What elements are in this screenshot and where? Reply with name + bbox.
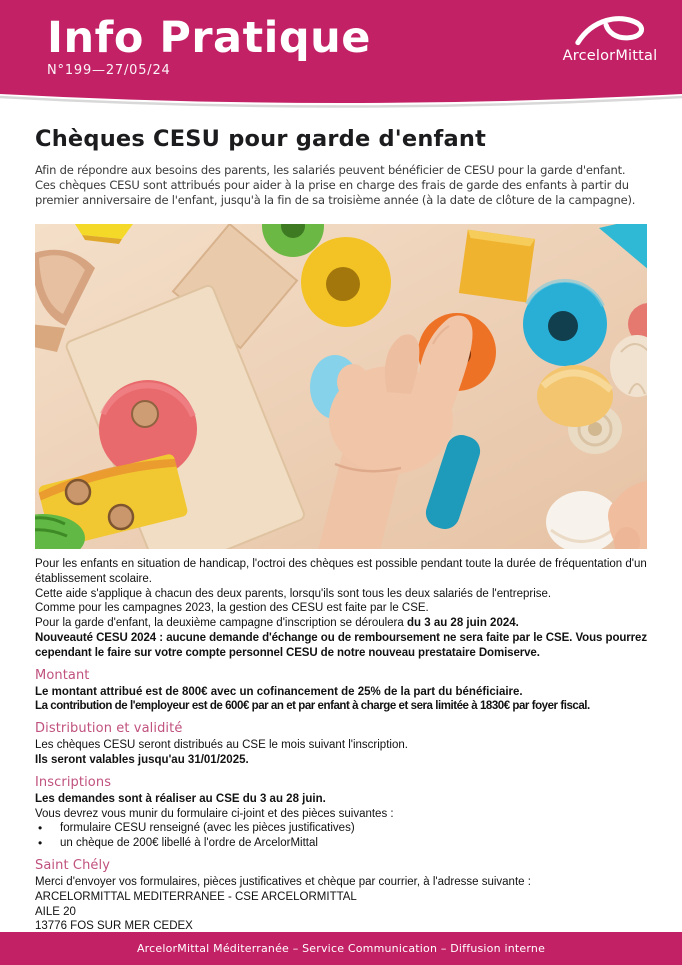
- paragraph-line: Pour les enfants en situation de handicap, l'octroi des chèques est possible pendant toute la durée de fréquentation d'un établissement scolaire.: [35, 558, 647, 585]
- photo-baby-toys: [35, 224, 647, 549]
- footer: [0, 932, 682, 965]
- inscriptions-line: Vous devrez vous munir du formulaire ci-joint et des pièces suivantes :: [35, 807, 394, 820]
- inscriptions-line: Les demandes sont à réaliser au CSE du 3 au 28 juin.: [35, 792, 326, 805]
- article-title: Chèques CESU pour garde d'enfant: [35, 126, 487, 152]
- campaign-dates-text: Pour la garde d'enfant, la deuxième campagne d'inscription se déroulera: [35, 617, 407, 630]
- issue-number: N°199—27/05/24: [47, 63, 171, 78]
- required-documents-list: [35, 821, 647, 851]
- intro-line: Afin de répondre aux besoins des parents, les salariés peuvent bénéficier de CESU pour la garde d'enfant.: [35, 163, 626, 177]
- address-line: ARCELORMITTAL MEDITERRANEE - CSE ARCELORMITTAL: [35, 890, 357, 903]
- intro-line: Ces chèques CESU sont attribués pour aider à la prise en charge des frais de garde des enfants à partir du premier anniversaire de l'enfant, jusqu'à la fin de sa troisième année (à la date de clôture de la campagne).: [35, 178, 636, 207]
- campaign-dates-bold: du 3 au 28 juin 2024.: [406, 617, 519, 630]
- section-heading-montant: Montant: [35, 667, 90, 683]
- paragraph-line: [35, 616, 647, 631]
- main-content: [0, 126, 682, 934]
- footer-text: ArcelorMittal Méditerranée – Service Communication – Diffusion interne: [136, 942, 546, 955]
- distribution-line: Les chèques CESU seront distribués au CSE le mois suivant l'inscription.: [35, 739, 408, 752]
- header: [0, 0, 682, 88]
- section-heading-saint-chely: Saint Chély: [35, 857, 111, 873]
- section-heading-distribution: Distribution et validité: [35, 721, 183, 737]
- brand-name: ArcelorMittal: [562, 48, 658, 64]
- list-item: • formulaire CESU renseigné (avec les pièces justificatives): [35, 821, 647, 836]
- section-heading-inscriptions: Inscriptions: [35, 774, 112, 790]
- montant-line: La contribution de l'employeur est de 600€ par an et par enfant à charge et sera limitée à 1830€ par foyer fiscal.: [35, 700, 590, 713]
- address-line: AILE 20: [35, 905, 76, 918]
- body-copy: [35, 557, 647, 934]
- paragraph-line: Comme pour les campagnes 2023, la gestion des CESU est faite par le CSE.: [35, 602, 429, 615]
- section-distribution: [35, 721, 647, 768]
- arcelormittal-swoosh-icon: [562, 12, 658, 46]
- section-saint-chely: [35, 858, 647, 934]
- distribution-line: Ils seront valables jusqu'au 31/01/2025.: [35, 753, 249, 766]
- montant-line: Le montant attribué est de 800€ avec un cofinancement de 25% de la part du bénéficiaire.: [35, 685, 523, 698]
- address-line: 13776 FOS SUR MER CEDEX: [35, 920, 193, 933]
- header-curve-decoration: [0, 88, 682, 112]
- section-inscriptions: [35, 775, 647, 851]
- list-item: • un chèque de 200€ libellé à l'ordre de ArcelorMittal: [35, 836, 647, 851]
- newsletter-title: Info Pratique: [47, 13, 371, 63]
- saint-chely-line: Merci d'envoyer vos formulaires, pièces justificatives et chèque par courrier, à l'adresse suivante :: [35, 875, 531, 888]
- arcelormittal-logo: [562, 12, 658, 64]
- intro-paragraph: [35, 163, 647, 208]
- paragraph-line: Cette aide s'applique à chacun des deux parents, lorsqu'ils sont tous les deux salariés de l'entreprise.: [35, 587, 552, 600]
- nouveaute-paragraph: Nouveauté CESU 2024 : aucune demande d'échange ou de remboursement ne sera faite par le CSE. Vous pourrez cependant le faire sur votre compte personnel CESU de notre nouveau prestataire Domiserve.: [35, 631, 647, 659]
- section-montant: [35, 668, 647, 715]
